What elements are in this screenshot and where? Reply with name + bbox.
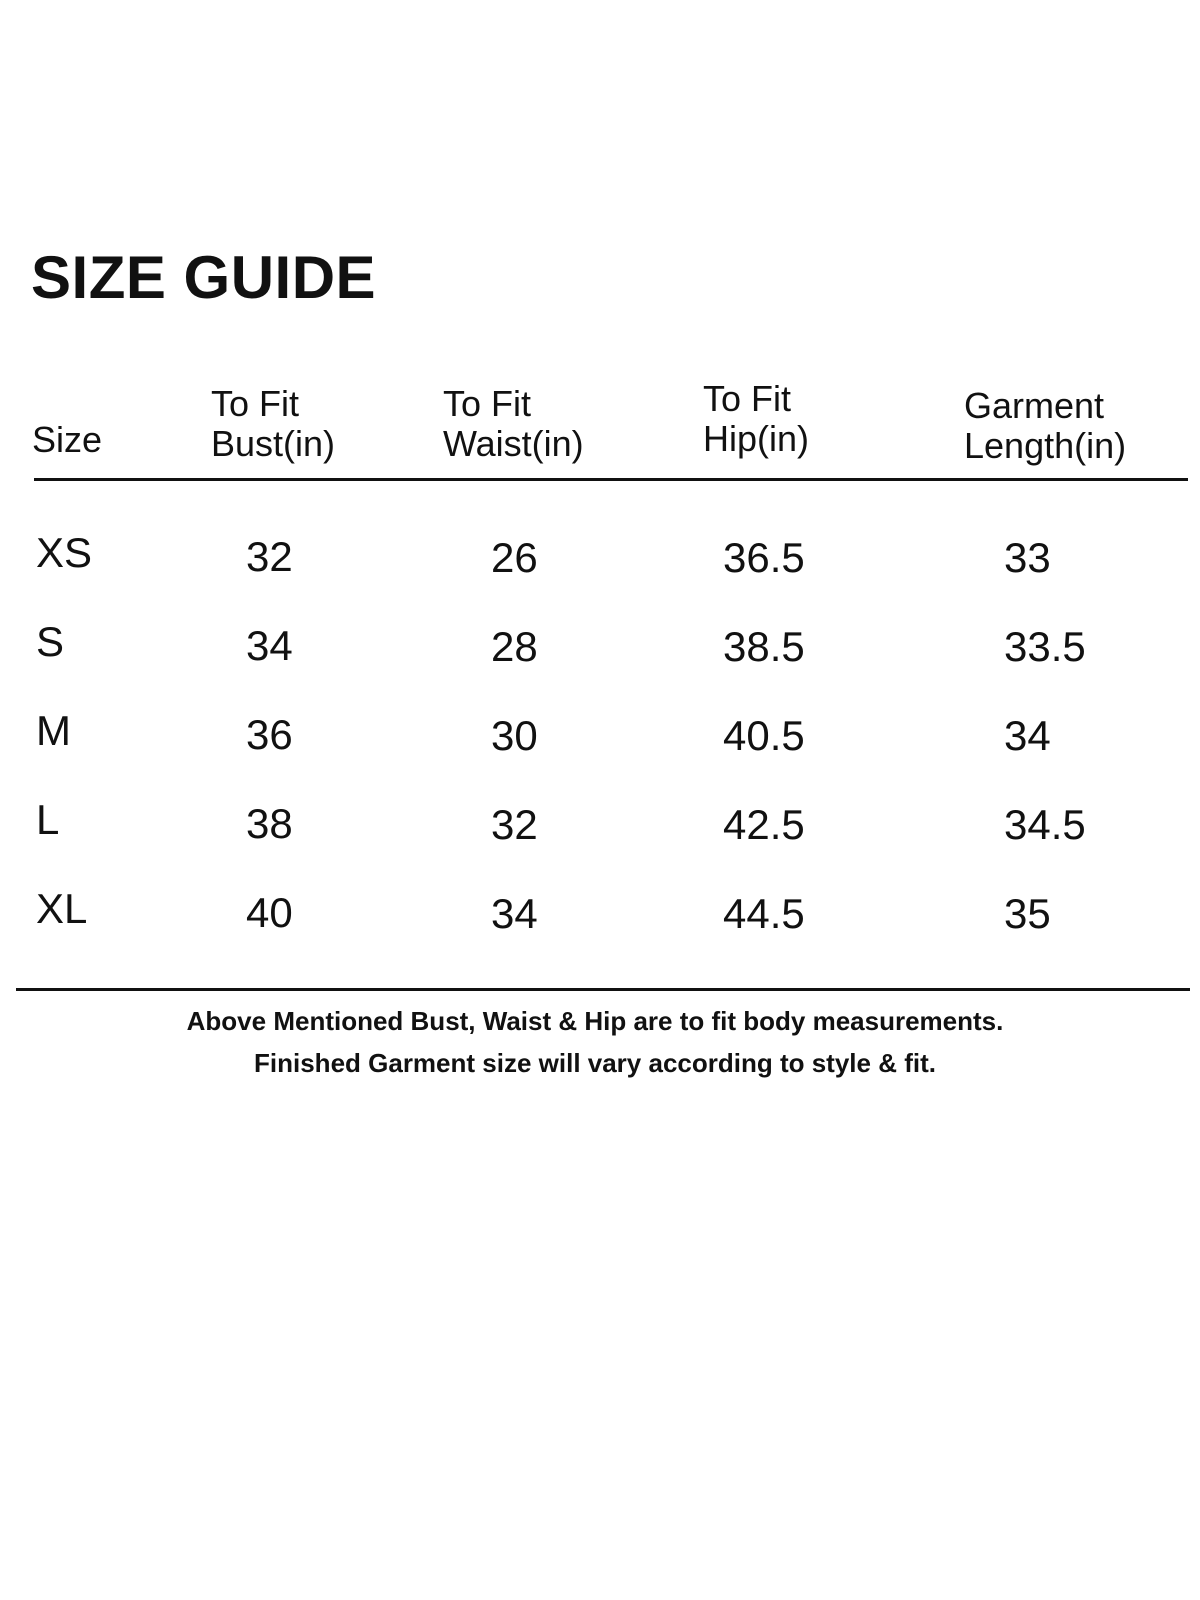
cell-bust: 36 (246, 711, 293, 758)
cell-waist: 34 (491, 890, 538, 937)
cell-length: 33 (1004, 534, 1051, 581)
header-size: Size (32, 419, 103, 460)
header-bust: To Fit Bust(in) (211, 383, 336, 464)
header-length: Garment Length(in) (964, 385, 1127, 466)
footer-divider (16, 988, 1190, 991)
cell-length: 34 (1004, 712, 1051, 759)
cell-bust: 34 (246, 622, 293, 669)
cell-size: L (36, 796, 60, 843)
footnote-line-2: Finished Garment size will vary according to style & fit. (254, 1048, 936, 1078)
cell-waist: 28 (491, 623, 538, 670)
header-waist: To Fit Waist(in) (443, 383, 584, 464)
cell-hip: 40.5 (723, 712, 805, 759)
header-divider (34, 478, 1188, 481)
cell-waist: 26 (491, 534, 538, 581)
cell-size: XS (36, 529, 93, 576)
footnote-line-1: Above Mentioned Bust, Waist & Hip are to fit body measurements. (186, 1006, 1004, 1036)
cell-length: 33.5 (1004, 623, 1086, 670)
cell-bust: 32 (246, 533, 293, 580)
cell-size: M (36, 707, 71, 754)
cell-waist: 30 (491, 712, 538, 759)
cell-hip: 44.5 (723, 890, 805, 937)
page-title: SIZE GUIDE (31, 244, 377, 311)
cell-hip: 36.5 (723, 534, 805, 581)
cell-length: 35 (1004, 890, 1051, 937)
cell-waist: 32 (491, 801, 538, 848)
cell-size: S (36, 618, 65, 665)
cell-length: 34.5 (1004, 801, 1086, 848)
cell-hip: 42.5 (723, 801, 805, 848)
header-hip: To Fit Hip(in) (703, 378, 810, 459)
cell-hip: 38.5 (723, 623, 805, 670)
cell-bust: 40 (246, 889, 293, 936)
cell-bust: 38 (246, 800, 293, 847)
cell-size: XL (36, 885, 88, 932)
